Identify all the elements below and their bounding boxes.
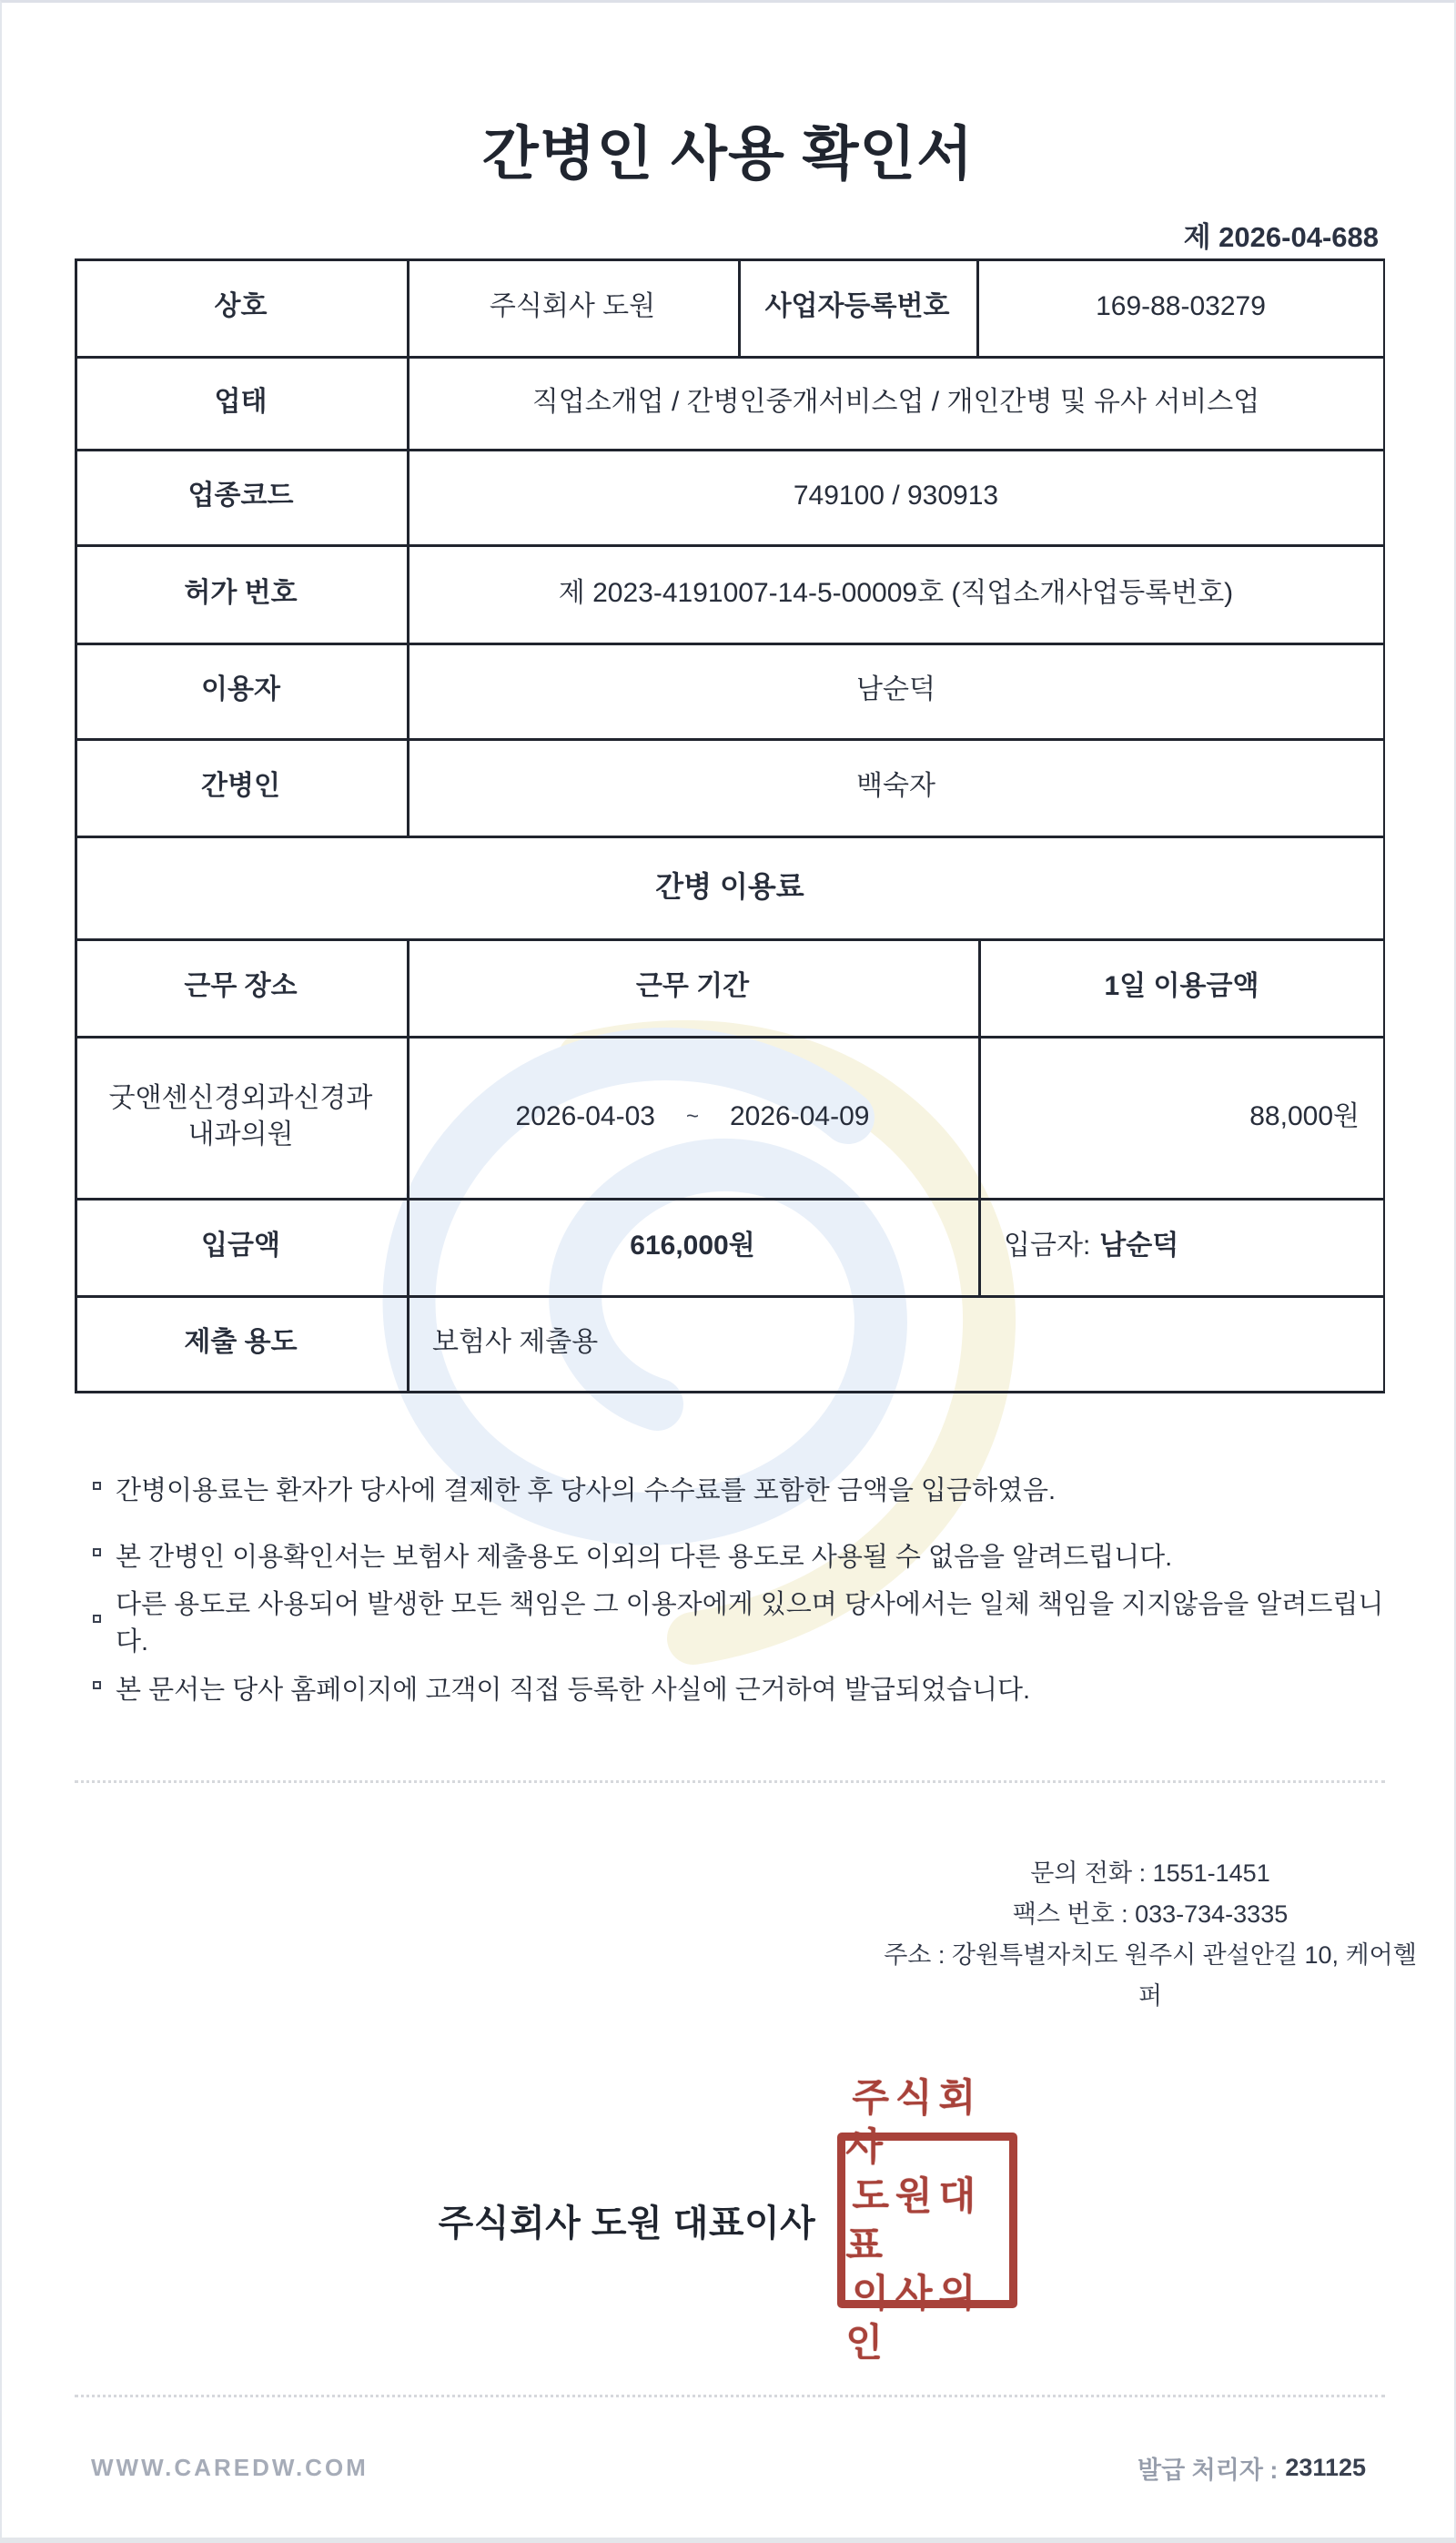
work-place-header: 근무 장소: [184, 971, 298, 1002]
issuer-value: 231125: [1285, 2453, 1366, 2481]
ceo-signature-text: 주식회사 도원 대표이사: [438, 2204, 816, 2244]
work-place-value: [75, 1036, 407, 1198]
work-place-line1: 굿앤센신경외과신경과: [108, 1082, 373, 1113]
note-text: 다른 용도로 사용되어 발생한 모든 책임은 그 이용자에게 있으며 당사에서는 일체 책임을 지지않음을 알려드립니다.: [116, 1590, 1384, 1656]
permit-number-label: 허가 번호: [184, 577, 298, 608]
user-label: 이용자: [201, 674, 280, 705]
purpose-value: 보험사 제출용: [432, 1327, 599, 1358]
company-name-label: 상호: [214, 291, 268, 322]
page-bottom-edge: [0, 2538, 1456, 2543]
note-item: [93, 1468, 1385, 1508]
note-text: 본 간병인 이용확인서는 보험사 제출용도 이외의 다른 용도로 사용될 수 없음을 알려드립니다.: [116, 1542, 1173, 1572]
depositor-name: 남순덕: [1099, 1231, 1179, 1261]
biz-code-label: 업종코드: [187, 481, 294, 512]
period-tilde: ~: [685, 1103, 699, 1129]
square-bullet-icon: [93, 1615, 101, 1623]
user-value: 남순덕: [856, 674, 935, 705]
note-item: [93, 1667, 1385, 1707]
document-number: 제 2026-04-688: [1183, 220, 1379, 253]
issuer-info: [1138, 2449, 1366, 2486]
biz-type-value: 직업소개업 / 간병인중개서비스업 / 개인간병 및 유사 서비스업: [531, 386, 1260, 417]
square-bullet-icon: [93, 1482, 101, 1490]
biz-type-label: 업태: [214, 386, 268, 417]
square-bullet-icon: [93, 1548, 101, 1556]
note-text: 간병이용료는 환자가 당사에 결제한 후 당사의 수수료를 포함한 금액을 입금하였음.: [116, 1475, 1057, 1505]
signature-row: [2, 2076, 1454, 2364]
deposit-label: 입금액: [201, 1231, 280, 1261]
note-item: [93, 1535, 1385, 1575]
company-name-value: 주식회사 도원: [489, 291, 656, 322]
depositor-label: 입금자:: [1004, 1231, 1091, 1261]
purpose-label: 제출 용도: [184, 1327, 298, 1358]
period-end: 2026-04-09: [730, 1100, 870, 1131]
stamp-line: 이사의인: [845, 2272, 983, 2364]
fee-section-title: 간병 이용료: [655, 869, 804, 903]
permit-number-value: 제 2023-4191007-14-5-00009호 (직업소개사업등록번호): [558, 577, 1234, 608]
stamp-line: 주식회사: [845, 2076, 983, 2168]
caregiver-label: 간병인: [201, 771, 280, 802]
confirmation-table: [75, 258, 1385, 1393]
contact-address: 주소 : 강원특별자치도 원주시 관설안길 10, 케어헬퍼: [884, 1941, 1417, 2010]
work-period-header: 근무 기간: [635, 971, 750, 1002]
work-period-value: [407, 1036, 978, 1198]
corporate-seal-stamp: [837, 2076, 1017, 2364]
daily-amount-header: 1일 이용금액: [1104, 971, 1259, 1002]
business-reg-label: 사업자등록번호: [764, 291, 950, 322]
dashed-divider: [75, 1780, 1385, 1783]
depositor-cell: [978, 1198, 1385, 1295]
square-bullet-icon: [93, 1681, 101, 1689]
page-title: 간병인 사용 확인서: [481, 121, 975, 187]
dashed-divider: [75, 2395, 1385, 2397]
issuer-label: 발급 처리자 :: [1137, 2456, 1279, 2484]
biz-code-value: 749100 / 930913: [793, 481, 999, 512]
contact-fax: 팩스 번호 : 033-734-3335: [1012, 1900, 1289, 1928]
daily-amount-value: 88,000원: [1249, 1100, 1360, 1131]
contact-info: [877, 1853, 1423, 2017]
period-start: 2026-04-03: [515, 1100, 655, 1131]
caregiver-value: 백숙자: [856, 771, 935, 802]
business-reg-value: 169-88-03279: [1096, 291, 1266, 322]
deposit-amount: 616,000원: [630, 1231, 755, 1261]
note-item: [93, 1590, 1385, 1656]
stamp-line: 도원대표: [845, 2173, 983, 2266]
website-url: WWW.CAREDW.COM: [91, 2453, 369, 2481]
contact-phone: 문의 전화 : 1551-1451: [1030, 1859, 1270, 1887]
note-text: 본 문서는 당사 홈페이지에 고객이 직접 등록한 사실에 근거하여 발급되었습니다.: [116, 1675, 1031, 1705]
work-place-line2: 내과의원: [187, 1120, 294, 1150]
